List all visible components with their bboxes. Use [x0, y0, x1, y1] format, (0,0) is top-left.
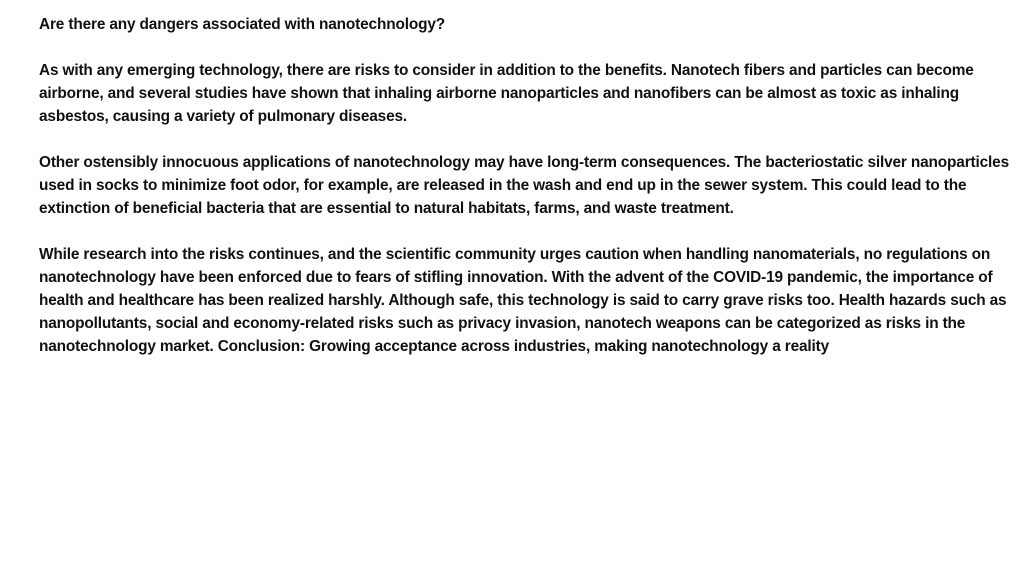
paragraph-regulation-and-conclusion: While research into the risks continues, and the scientific community urges caution when handling nanomaterials, no regulations on nanotechnology have been enforced due to fears of stifling innovation. With the advent of the COVID-19 pandemic, the importance of health and healthcare has been realized harshly. Although safe, this technology is said to carry grave risks too. Health hazards such as nanopollutants, social and economy-related risks such as privacy invasion, nanotech weapons can be categorized as risks in the nanotechnology market. Conclusion: Growing acceptance across industries, making nanotechnology a reality — [39, 246, 1007, 355]
paragraph-long-term-consequences: Other ostensibly innocuous applications of nanotechnology may have long-term consequences. The bacteriostatic silver nanoparticles used in socks to minimize foot odor, for example, are released in the wash and end up in the sewer system. This could lead to the extinction of beneficial bacteria that are essential to natural habitats, farms, and waste treatment. — [39, 154, 1010, 217]
slide-content — [39, 13, 1014, 381]
slide-heading: Are there any dangers associated with nanotechnology? — [39, 16, 445, 33]
paragraph-airborne-risks: As with any emerging technology, there are risks to consider in addition to the benefits. Nanotech fibers and particles can become airborne, and several studies have shown that inhaling airborne nanoparticles and nanofibers can be almost as toxic as inhaling asbestos, causing a variety of pulmonary diseases. — [39, 62, 974, 125]
